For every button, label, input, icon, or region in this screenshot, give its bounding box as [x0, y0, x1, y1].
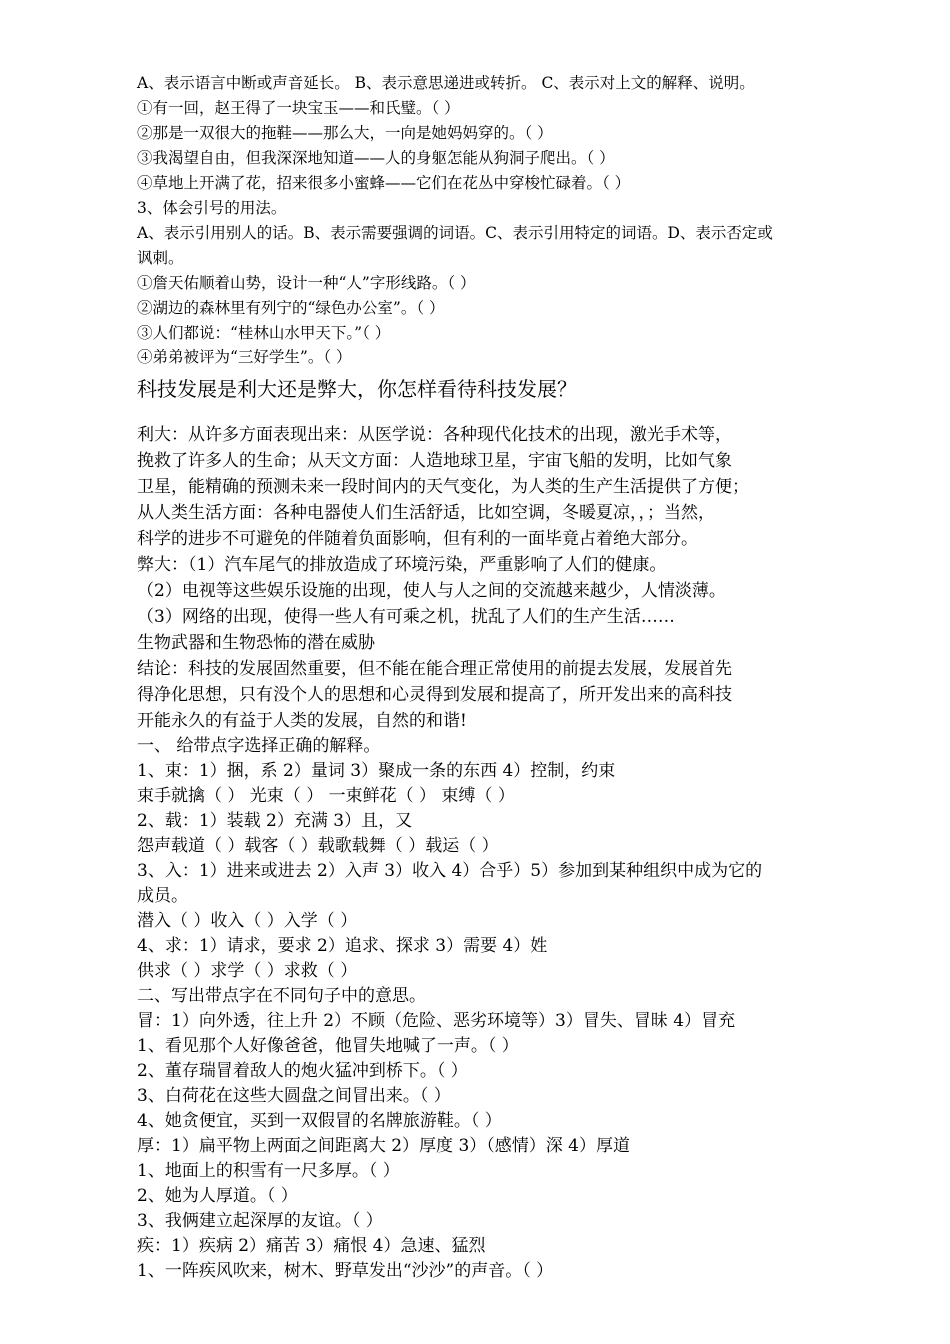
essay-pro-line: 挽救了许多人的生命；从天文方面：人造地球卫星，宇宙飞船的发明，比如气象: [137, 451, 732, 471]
part2-hou-sentence-2: 2、她为人厚道。（ ）: [137, 1186, 298, 1206]
essay-title: 科技发展是利大还是弊大，你怎样看待科技发展？: [137, 377, 577, 401]
part2-hou-definitions: 厚：1）扁平物上两面之间距离大 2）厚度 3）（感情）深 4）厚道: [137, 1136, 630, 1156]
part2-mao-definitions: 冒：1）向外透，往上升 2）不顾（危险、恶劣环境等）3）冒失、冒昧 4）冒充: [137, 1011, 736, 1031]
part2-mao-sentence-1: 1、看见那个人好像爸爸，他冒失地喊了一声。（ ）: [137, 1036, 519, 1056]
essay-con-line: （3）网络的出现，使得一些人有可乘之机，扰乱了人们的生产生活……: [137, 607, 675, 627]
part1-q2-definitions: 2、载：1）装载 2）充满 3）且，又: [137, 811, 413, 831]
essay-conclusion-line: 得净化思想，只有没个人的思想和心灵得到发展和提高了，所开发出来的高科技: [137, 685, 732, 705]
essay-con-line: （2）电视等这些娱乐设施的出现，使人与人之间的交流越来越少，人情淡薄。: [137, 581, 726, 601]
essay-pro-line: 卫星，能精确的预测未来一段时间内的天气变化，为人类的生产生活提供了方便；: [137, 477, 749, 497]
essay-pro-line: 从人类生活方面：各种电器使人们生活舒适，比如空调，冬暖夏凉，，；当然，: [137, 503, 715, 523]
part1-q4-items: 供求（ ）求学（ ）求救（ ）: [137, 961, 358, 981]
quote-usage-options-cont: 讽刺。: [137, 249, 184, 267]
essay-pro-line: 科学的进步不可避免的伴随着负面影响，但有利的一面毕竟占着绝大部分。: [137, 529, 698, 549]
part2-ji-sentence-1: 1、一阵疾风吹来，树木、野草发出“沙沙”的声音。（ ）: [137, 1261, 554, 1281]
part2-ji-definitions: 疾：1）疾病 2）痛苦 3）痛恨 4）急速、猛烈: [137, 1236, 486, 1256]
part2-hou-sentence-3: 3、我俩建立起深厚的友谊。（ ）: [137, 1211, 383, 1231]
quote-question-1: ①詹天佑顺着山势，设计一种“人”字形线路。（ ）: [137, 274, 476, 292]
part1-q2-items: 怨声载道（ ）载客（ ）载歌载舞（ ）载运（ ）: [137, 836, 499, 856]
part1-q3-items: 潜入（ ）收入（ ）入学（ ）: [137, 911, 358, 931]
part1-heading: 一、 给带点字选择正确的解释。: [137, 736, 381, 756]
quote-question-4: ④弟弟被评为“三好学生”。（ ）: [137, 348, 352, 366]
part2-heading: 二、写出带点字在不同句子中的意思。: [137, 986, 426, 1006]
dash-question-1: ①有一回，赵王得了一块宝玉——和氏璧。（ ）: [137, 99, 460, 117]
part1-q3-definitions: 3、入：1）进来或进去 2）入声 3）收入 4）合乎）5）参加到某种组织中成为它的: [137, 861, 763, 881]
part2-mao-sentence-3: 3、白荷花在这些大圆盘之间冒出来。（ ）: [137, 1086, 451, 1106]
part2-mao-sentence-4: 4、她贪便宜，买到一双假冒的名牌旅游鞋。（ ）: [137, 1111, 502, 1131]
quote-question-3: ③人们都说：“桂林山水甲天下。”（ ）: [137, 324, 391, 342]
part1-q3-definitions-cont: 成员。: [137, 886, 188, 906]
essay-con-line: 弊大：（1）汽车尾气的排放造成了环境污染，严重影响了人们的健康。: [137, 555, 667, 575]
quote-question-2: ②湖边的森林里有列宁的“绿色办公室”。（ ）: [137, 299, 445, 317]
part1-q1-definitions: 1、束：1）捆，系 2）量词 3）聚成一条的东西 4）控制，约束: [137, 761, 616, 781]
dash-question-4: ④草地上开满了花，招来很多小蜜蜂——它们在花丛中穿梭忙碌着。（ ）: [137, 174, 631, 192]
quote-usage-heading: 3、体会引号的用法。: [137, 199, 287, 217]
essay-conclusion-line: 开能永久的有益于人类的发展，自然的和谐!: [137, 711, 467, 731]
part1-q4-definitions: 4、求：1）请求，要求 2）追求、探求 3）需要 4）姓: [137, 936, 548, 956]
essay-con-line: 生物武器和生物恐怖的潜在威胁: [137, 633, 375, 653]
dash-usage-options: A、表示语言中断或声音延长。 B、表示意思递进或转折。 C、表示对上文的解释、说明。: [137, 74, 755, 92]
part1-q1-items: 束手就擒（ ） 光束（ ） 一束鲜花（ ） 束缚（ ）: [137, 786, 515, 806]
essay-conclusion-line: 结论：科技的发展固然重要，但不能在能合理正常使用的前提去发展，发展首先: [137, 659, 732, 679]
dash-question-3: ③我渴望自由，但我深深地知道——人的身躯怎能从狗洞子爬出。（ ）: [137, 149, 615, 167]
quote-usage-options: A、表示引用别人的话。B、表示需要强调的词语。C、表示引用特定的词语。D、表示否定或: [137, 224, 773, 242]
part2-mao-sentence-2: 2、董存瑞冒着敌人的炮火猛冲到桥下。（ ）: [137, 1061, 468, 1081]
part2-hou-sentence-1: 1、地面上的积雪有一尺多厚。（ ）: [137, 1161, 400, 1181]
essay-pro-line: 利大：从许多方面表现出来：从医学说：各种现代化技术的出现，激光手术等，: [137, 425, 732, 445]
dash-question-2: ②那是一双很大的拖鞋——那么大，一向是她妈妈穿的。（ ）: [137, 124, 553, 142]
